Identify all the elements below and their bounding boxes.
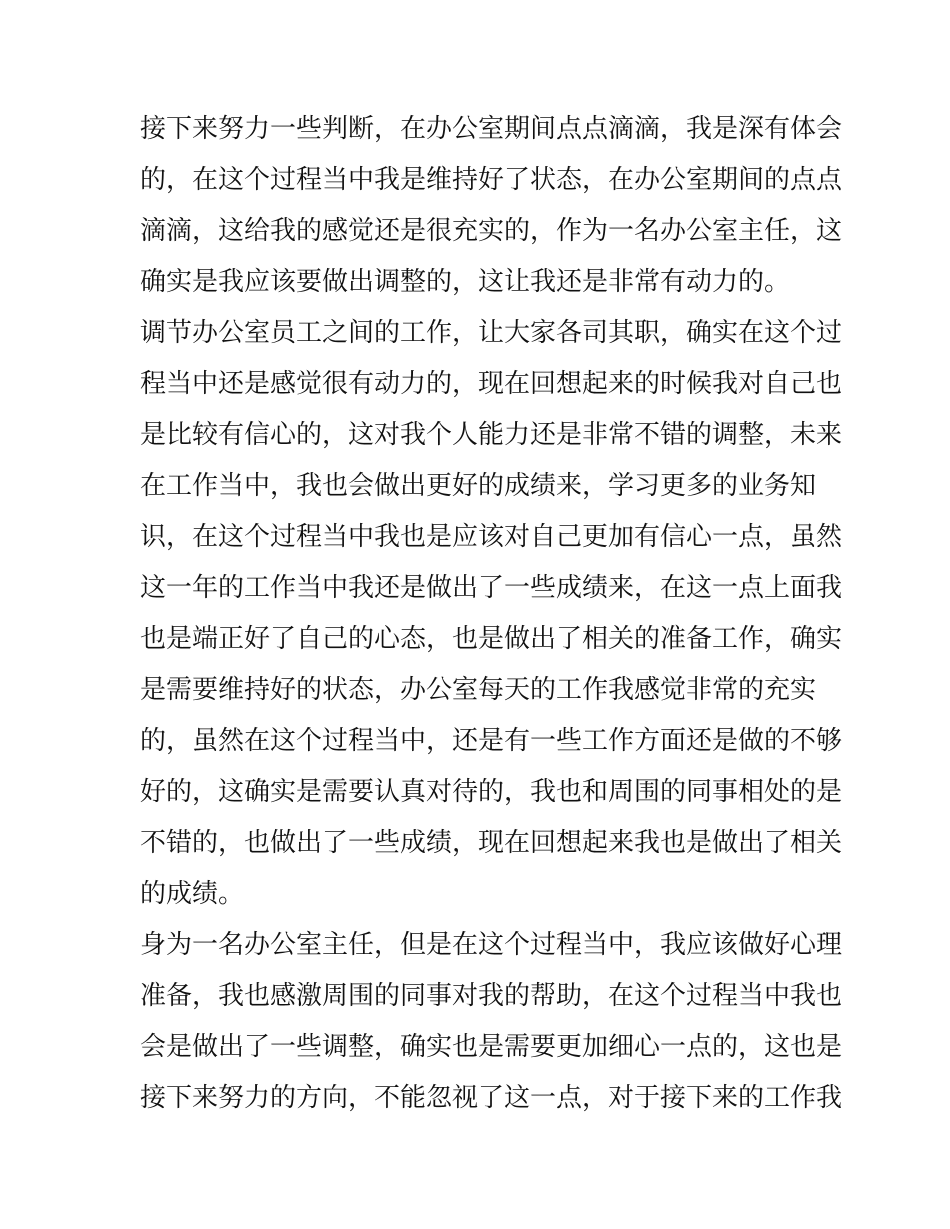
text-line: 这一年的工作当中我还是做出了一些成绩来，在这一点上面我: [140, 573, 843, 603]
text-line: 识，在这个过程当中我也是应该对自己更加有信心一点，虽然: [140, 522, 843, 552]
text-line: 身为一名办公室主任，但是在这个过程当中，我应该做好心理: [140, 930, 843, 960]
text-line: 准备，我也感激周围的同事对我的帮助，在这个过程当中我也: [140, 981, 843, 1011]
text-line: 在工作当中，我也会做出更好的成绩来，学习更多的业务知: [140, 471, 817, 501]
text-line: 接下来努力一些判断，在办公室期间点点滴滴，我是深有体会: [140, 114, 843, 144]
text-line: 程当中还是感觉很有动力的，现在回想起来的时候我对自己也: [140, 369, 843, 399]
text-line: 是比较有信心的，这对我个人能力还是非常不错的调整，未来: [140, 420, 843, 450]
text-line: 不错的，也做出了一些成绩，现在回想起来我也是做出了相关: [140, 828, 843, 858]
text-line: 滴滴，这给我的感觉还是很充实的，作为一名办公室主任，这: [140, 216, 843, 246]
text-line: 的，虽然在这个过程当中，还是有一些工作方面还是做的不够: [140, 726, 843, 756]
text-line: 会是做出了一些调整，确实也是需要更加细心一点的，这也是: [140, 1032, 843, 1062]
text-line: 也是端正好了自己的心态，也是做出了相关的准备工作，确实: [140, 624, 843, 654]
text-line: 的成绩。: [140, 879, 245, 909]
text-line: 是需要维持好的状态，办公室每天的工作我感觉非常的充实: [140, 675, 817, 705]
text-line: 好的，这确实是需要认真对待的，我也和周围的同事相处的是: [140, 777, 843, 807]
document-body: [140, 104, 843, 1124]
text-line: 的，在这个过程当中我是维持好了状态，在办公室期间的点点: [140, 165, 843, 195]
text-line: 调节办公室员工之间的工作，让大家各司其职，确实在这个过: [140, 318, 843, 348]
text-line: 接下来努力的方向，不能忽视了这一点，对于接下来的工作我: [140, 1083, 843, 1113]
text-line: 确实是我应该要做出调整的，这让我还是非常有动力的。: [140, 267, 791, 297]
